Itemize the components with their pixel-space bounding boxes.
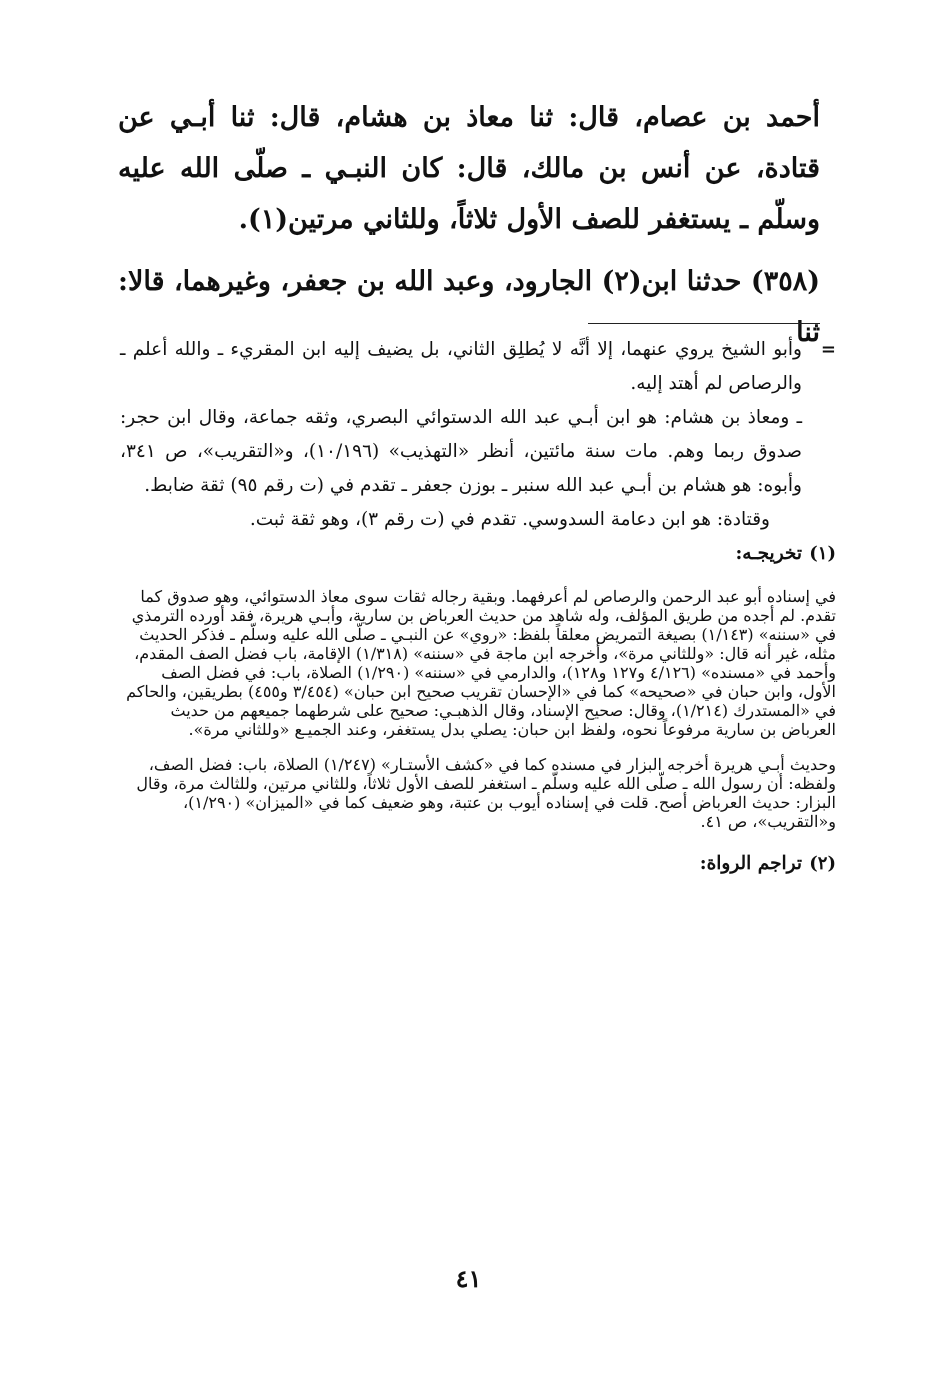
footnote-continuation-text: وأبو الشيخ يروي عنهما، إلا أنَّه لا يُطلِق الثاني، بل يضيف إليه ابن المقريء ـ والله أعلم ـ والرصاص لم أهتد إليه. bbox=[120, 339, 802, 394]
footnote-1 bbox=[120, 537, 836, 571]
footnote-2 bbox=[120, 847, 836, 881]
footnote-separator bbox=[588, 323, 820, 324]
footnote-1-heading: تخريجـه: bbox=[735, 543, 802, 564]
continuation-mark: = bbox=[820, 339, 836, 360]
footnote-2-heading: تراجم الرواة: bbox=[699, 853, 802, 874]
footnote-continuation-body bbox=[120, 333, 802, 537]
footnotes bbox=[120, 333, 836, 881]
main-text bbox=[118, 92, 820, 358]
main-paragraph-1: أحمد بن عصام، قال: ثنا معاذ بن هشام، قال: ثنا أبـي عن قتادة، عن أنس بن مالك، قال: كان النبـي ـ صلّى الله عليه وسلّم ـ يستغفر للصف الأول ثلاثاً، وللثاني مرتين(١). bbox=[118, 102, 820, 235]
main-paragraph-hadith-358: (٣٥٨) حدثنا ابن(٢) الجارود، وعبد الله بن جعفر، وغيرهما، قالا: ثنا bbox=[118, 266, 821, 348]
footnote-1-paragraph-1: في إسناده أبو عبد الرحمن والرصاص لم أعرفهما. وبقية رجاله ثقات سوى معاذ الدستوائي، وهو صدوق كما تقدم. لم أجده من طريق المؤلف، وله شاهد من حديث العرباض بن سارية، وأبـي هريرة، فقد أورده الترمذي في «سننه» (١/١٤٣) بصيغة التمريض معلقاً بلفظ: «روي» عن النبـي ـ صلّى الله عليه وسلّم ـ فذكر الحديث مثله، غير أنه قال: «وللثاني مرة»، وأخرجه ابن ماجة في «سننه» (١/٣١٨) الإقامة، باب فضل الصف المقدم، وأحمد في «مسنده» (٤/١٢٦ و١٢٧ و١٢٨)، والدارمي في «سننه» (١/٢٩٠) الصلاة، باب: في فضل الصف الأول، وابن حبان في «صحيحه» كما في «الإحسان تقريب صحيح ابن حبان» (٣/٤٥٤ و٤٥٥) بطريقين، والحاكم في «المستدرك (١/٢١٤)، وقال: صحيح الإسناد، وقال الذهبـي: صحيح على شرطهما جميعهم من حديث العرباض بن سارية مرفوعاً نحوه، ولفظ ابن حبان: يصلي بدل يستغفر، وعند الجميـع «وللثاني مرة». bbox=[126, 587, 836, 739]
footnote-2-body bbox=[120, 847, 802, 881]
footnote-1-body bbox=[120, 537, 802, 571]
footnote-1-mark: (١) bbox=[809, 543, 836, 564]
footnote-muadh-text: ـ ومعاذ بن هشام: هو ابن أبـي عبد الله الدستوائي البصري، وثقه جماعة، وقال ابن حجر: صدوق ربما وهم. مات سنة مائتين، أنظر «التهذيب» (١٠/١٩٦)، و«التقريب»، ص ٣٤١، وأبوه: هو هشام بن أبـي عبد الله سنبر ـ بوزن جعفر ـ تقدم في (ت رقم ٩٥) ثقة ضابط. bbox=[120, 407, 802, 496]
footnote-qatada-text: وقتادة: هو ابن دعامة السدوسي. تقدم في (ت رقم ٣)، وهو ثقة ثبت. bbox=[249, 509, 770, 530]
footnote-2-mark: (٢) bbox=[809, 853, 836, 874]
footnote-1-paragraph-2: وحديث أبـي هريرة أخرجه البزار في مسنده كما في «كشف الأستـار» (١/٢٤٧) الصلاة، باب: فضل الصف، ولفظه: أن رسول الله ـ صلّى الله عليه وسلّم ـ استغفر للصف الأول ثلاثاً، وللثاني مرتين، وللثالث مرة، وقال البزار: حديث العرباض أصح. قلت في إسناده أيوب بن عتبة، وهو ضعيف كما في «الميزان» (١/٢٩٠)، و«التقريب»، ص ٤١. bbox=[136, 755, 836, 831]
page-number: ٤١ bbox=[455, 1264, 482, 1293]
footnote-continuation bbox=[120, 333, 836, 537]
